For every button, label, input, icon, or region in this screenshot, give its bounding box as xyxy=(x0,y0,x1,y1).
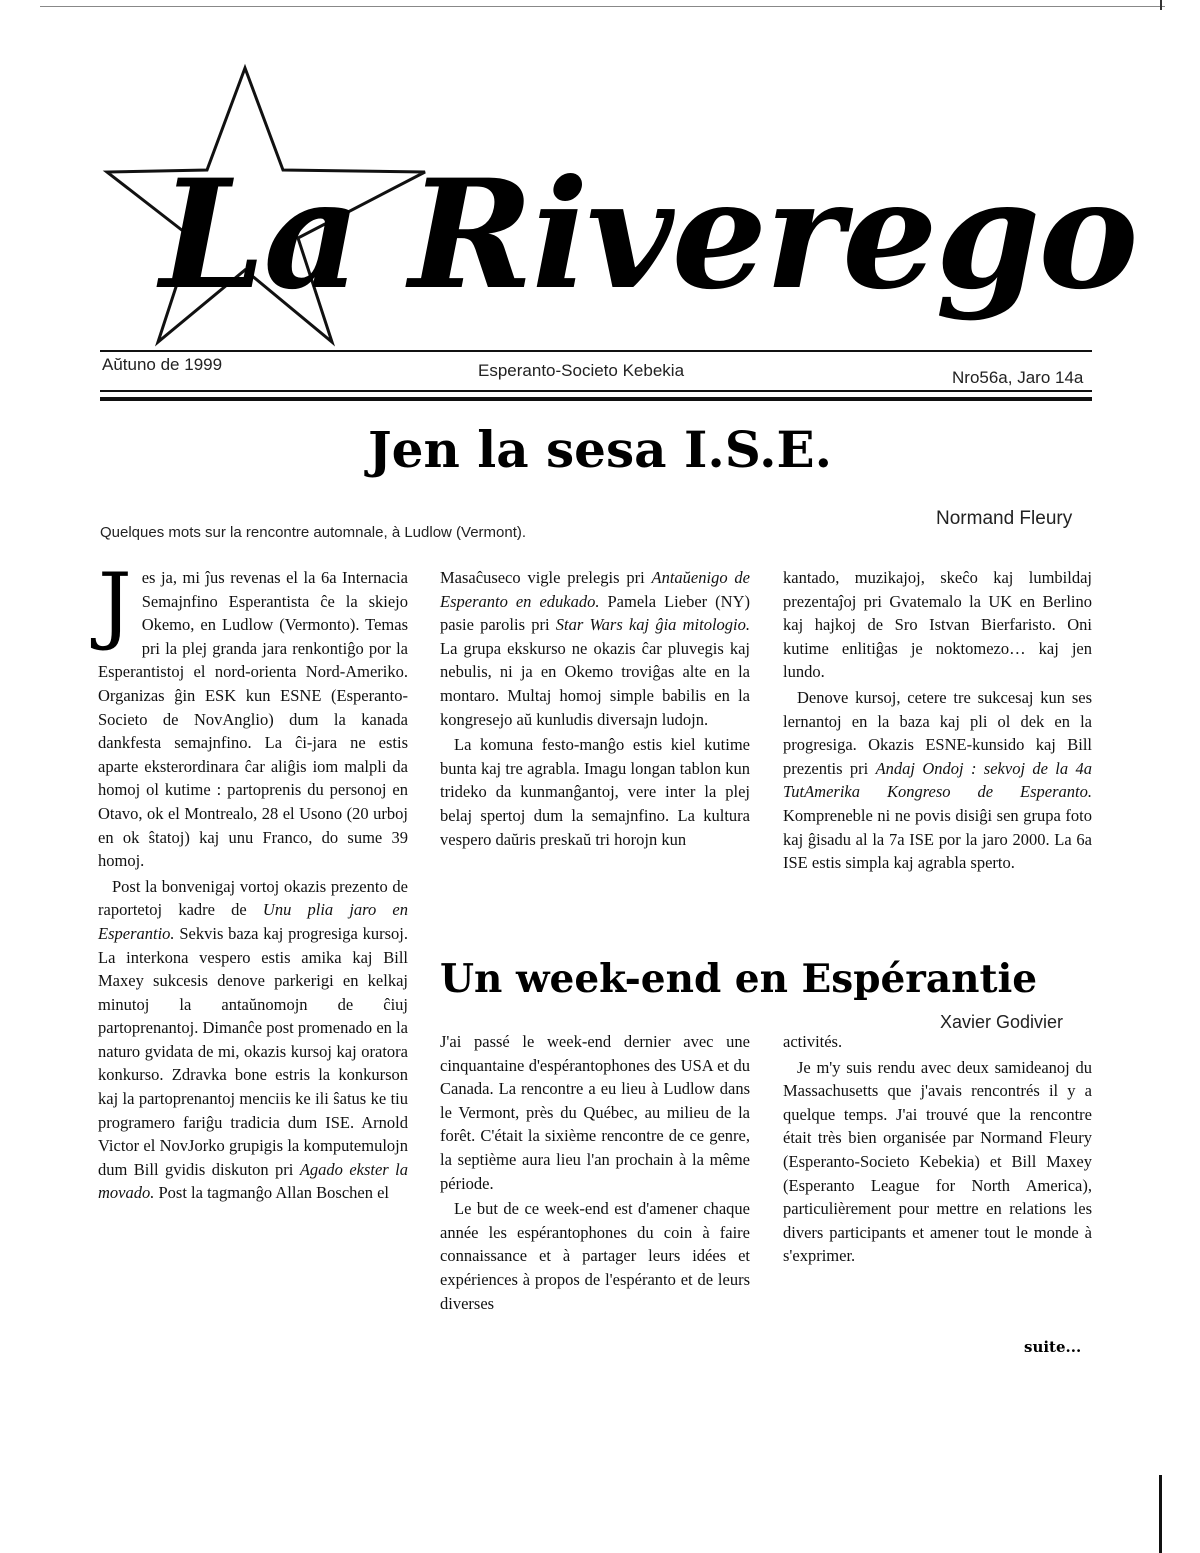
drop-cap: J xyxy=(98,555,132,653)
masthead-rule-mid xyxy=(100,390,1092,392)
paragraph: J'ai passé le week-end dernier avec une cinquantaine d'espérantophones des USA et du Canada. La rencontre a eu lieu à Ludlow dans le Vermont, près du Québec, au milieu de la forêt. C'était la sixième rencontre de ce genre, la septième aura lieu l'an prochain à la même période. xyxy=(440,1032,750,1193)
paragraph: Je m'y suis rendu avec deux samideanoj du Massachusetts que j'avais rencontrés il y a quelque temps. J'ai trouvé que la rencontre était très bien organisée par Normand Fleury (Esperanto-Societo Kebekia) et Bill Maxey (Esperanto League for North America), particulièrement pour mettre en relations les divers participants et amener tout le monde à s'exprimer. xyxy=(783,1057,1092,1266)
continued-label: suite... xyxy=(1024,1338,1082,1356)
paragraph: Masaĉuseco vigle prelegis pri Antaŭenigo de Esperanto en edukado. Pamela Lieber (NY) pasie parolis pri Star Wars kaj ĝia mitologio. La grupa ekskurso ne okazis ĉar pluvegis kaj nebulis, ni ja en Okemo troviĝas alte en la montaro. Multaj homoj simple babilis en la kongresejo aŭ kunludis diversajn ludojn. xyxy=(440,568,751,729)
article2-column-2 xyxy=(783,1030,1092,1270)
society-name: Esperanto-Societo Kebekia xyxy=(478,361,685,380)
issue-number: Nro56a, Jaro 14a xyxy=(952,368,1084,387)
article2-headline: Un week-end en Espérantie xyxy=(440,956,1038,1002)
scan-edge-mark xyxy=(1160,0,1162,10)
article2-column-1 xyxy=(440,1030,750,1317)
article1-column-1 xyxy=(98,555,409,1207)
article1-subtitle: Quelques mots sur la rencontre automnale, à Ludlow (Vermont). xyxy=(100,524,527,541)
article1-author: Normand Fleury xyxy=(936,508,1073,529)
paragraph: Le but de ce week-end est d'amener chaque année les espérantophones du coin à faire connaissance et à partager leurs idées et expériences à propos de l'espéranto et de leurs diverses xyxy=(440,1199,750,1313)
article1-column-2 xyxy=(440,566,750,853)
article1-column-3 xyxy=(783,566,1092,877)
issue-date: Aŭtuno de 1999 xyxy=(102,355,223,374)
paragraph: kantado, muzikajoj, skeĉo kaj lumbildaj prezentaĵoj pri Gvatemalo la UK en Berlino kaj hajkoj de Sro Istvan Bierfaristo. Oni kutime enlitiĝas je noktomezo… kaj jen lundo. xyxy=(783,568,1092,682)
paragraph: activités. xyxy=(783,1032,843,1051)
paragraph: Post la bonvenigaj vortoj okazis prezento de raportetoj kadre de Unu plia jaro en Esperantio. Sekvis baza kaj progresiga kursoj. La interkona vespero estis amika kaj Bill Maxey sukcesis denove parkerigi en kelkaj minutoj la antaŭnomojn de ĉiuj partoprenantoj. Dimanĉe post promenado en la naturo gvidata de mi, okazis kursoj kaj oratora konkurso. Zdravka bone estris la konkurson kaj la partoprenantoj menciis ke ili ŝatus ke tiu programero fariĝu tradicia dum ISE. Arnold Victor el NovJorko grupigis la komputemulojn dum Bill gvidis diskuton pri Agado ekster la movado. Post la tagmanĝo Allan Boschen el xyxy=(98,876,409,1203)
newsletter-title: La Riverego xyxy=(160,147,1137,323)
masthead-rule-top xyxy=(100,350,1092,352)
masthead xyxy=(100,60,1137,350)
article2-author: Xavier Godivier xyxy=(940,1012,1064,1032)
scan-edge-right xyxy=(1159,1475,1162,1553)
paragraph: Jes ja, mi ĵus revenas el la 6a Internacia Semajnfino Esperantista ĉe la skiejo Okemo, en Ludlow (Vermonto). Temas pri la plej granda jara renkontiĝo por la Esperantistoj el nord-orienta Nord-Ameriko. Organizas ĝin ESK kun ESNE (Esperanto-Societo de NovAnglio) dum la kanada dankfesta semajnfino. La ĉi-jara ne estis aparte eksterordinara ĉar aliĝis iom malpli da homoj ol kutime : partoprenis du personoj en Otavo, ok el Montrealo, 28 el Usono (20 urboj en ok ŝtatoj) kaj unu Franco, do sume 39 homoj. xyxy=(98,555,408,871)
masthead-rule-bottom xyxy=(100,397,1092,401)
article1-headline: Jen la sesa I.S.E. xyxy=(368,420,832,479)
scan-edge-top xyxy=(40,6,1165,7)
paragraph: La komuna festo-manĝo estis kiel kutime bunta kaj tre agrabla. Imagu longan tablon kun trideko da kunmanĝantoj, vere inter la plej belaj spertoj dum la semajnfino. La kultura vespero daŭris preskaŭ tri horojn kun xyxy=(440,735,750,849)
paragraph: Denove kursoj, cetere tre sukcesaj kun ses lernantoj en la baza kaj pli ol dek en la progresiga. Okazis ESNE-kunsido kaj Bill prezentis pri Andaj Ondoj : sekvoj de la 4a TutAmerika Kongreso de Esperanto. Kompreneble ni ne povis disiĝi sen grupa foto kaj ĝisadu al la 7a ISE por la jaro 2000. La 6a ISE estis simpla kaj agrabla sperto. xyxy=(783,687,1092,873)
